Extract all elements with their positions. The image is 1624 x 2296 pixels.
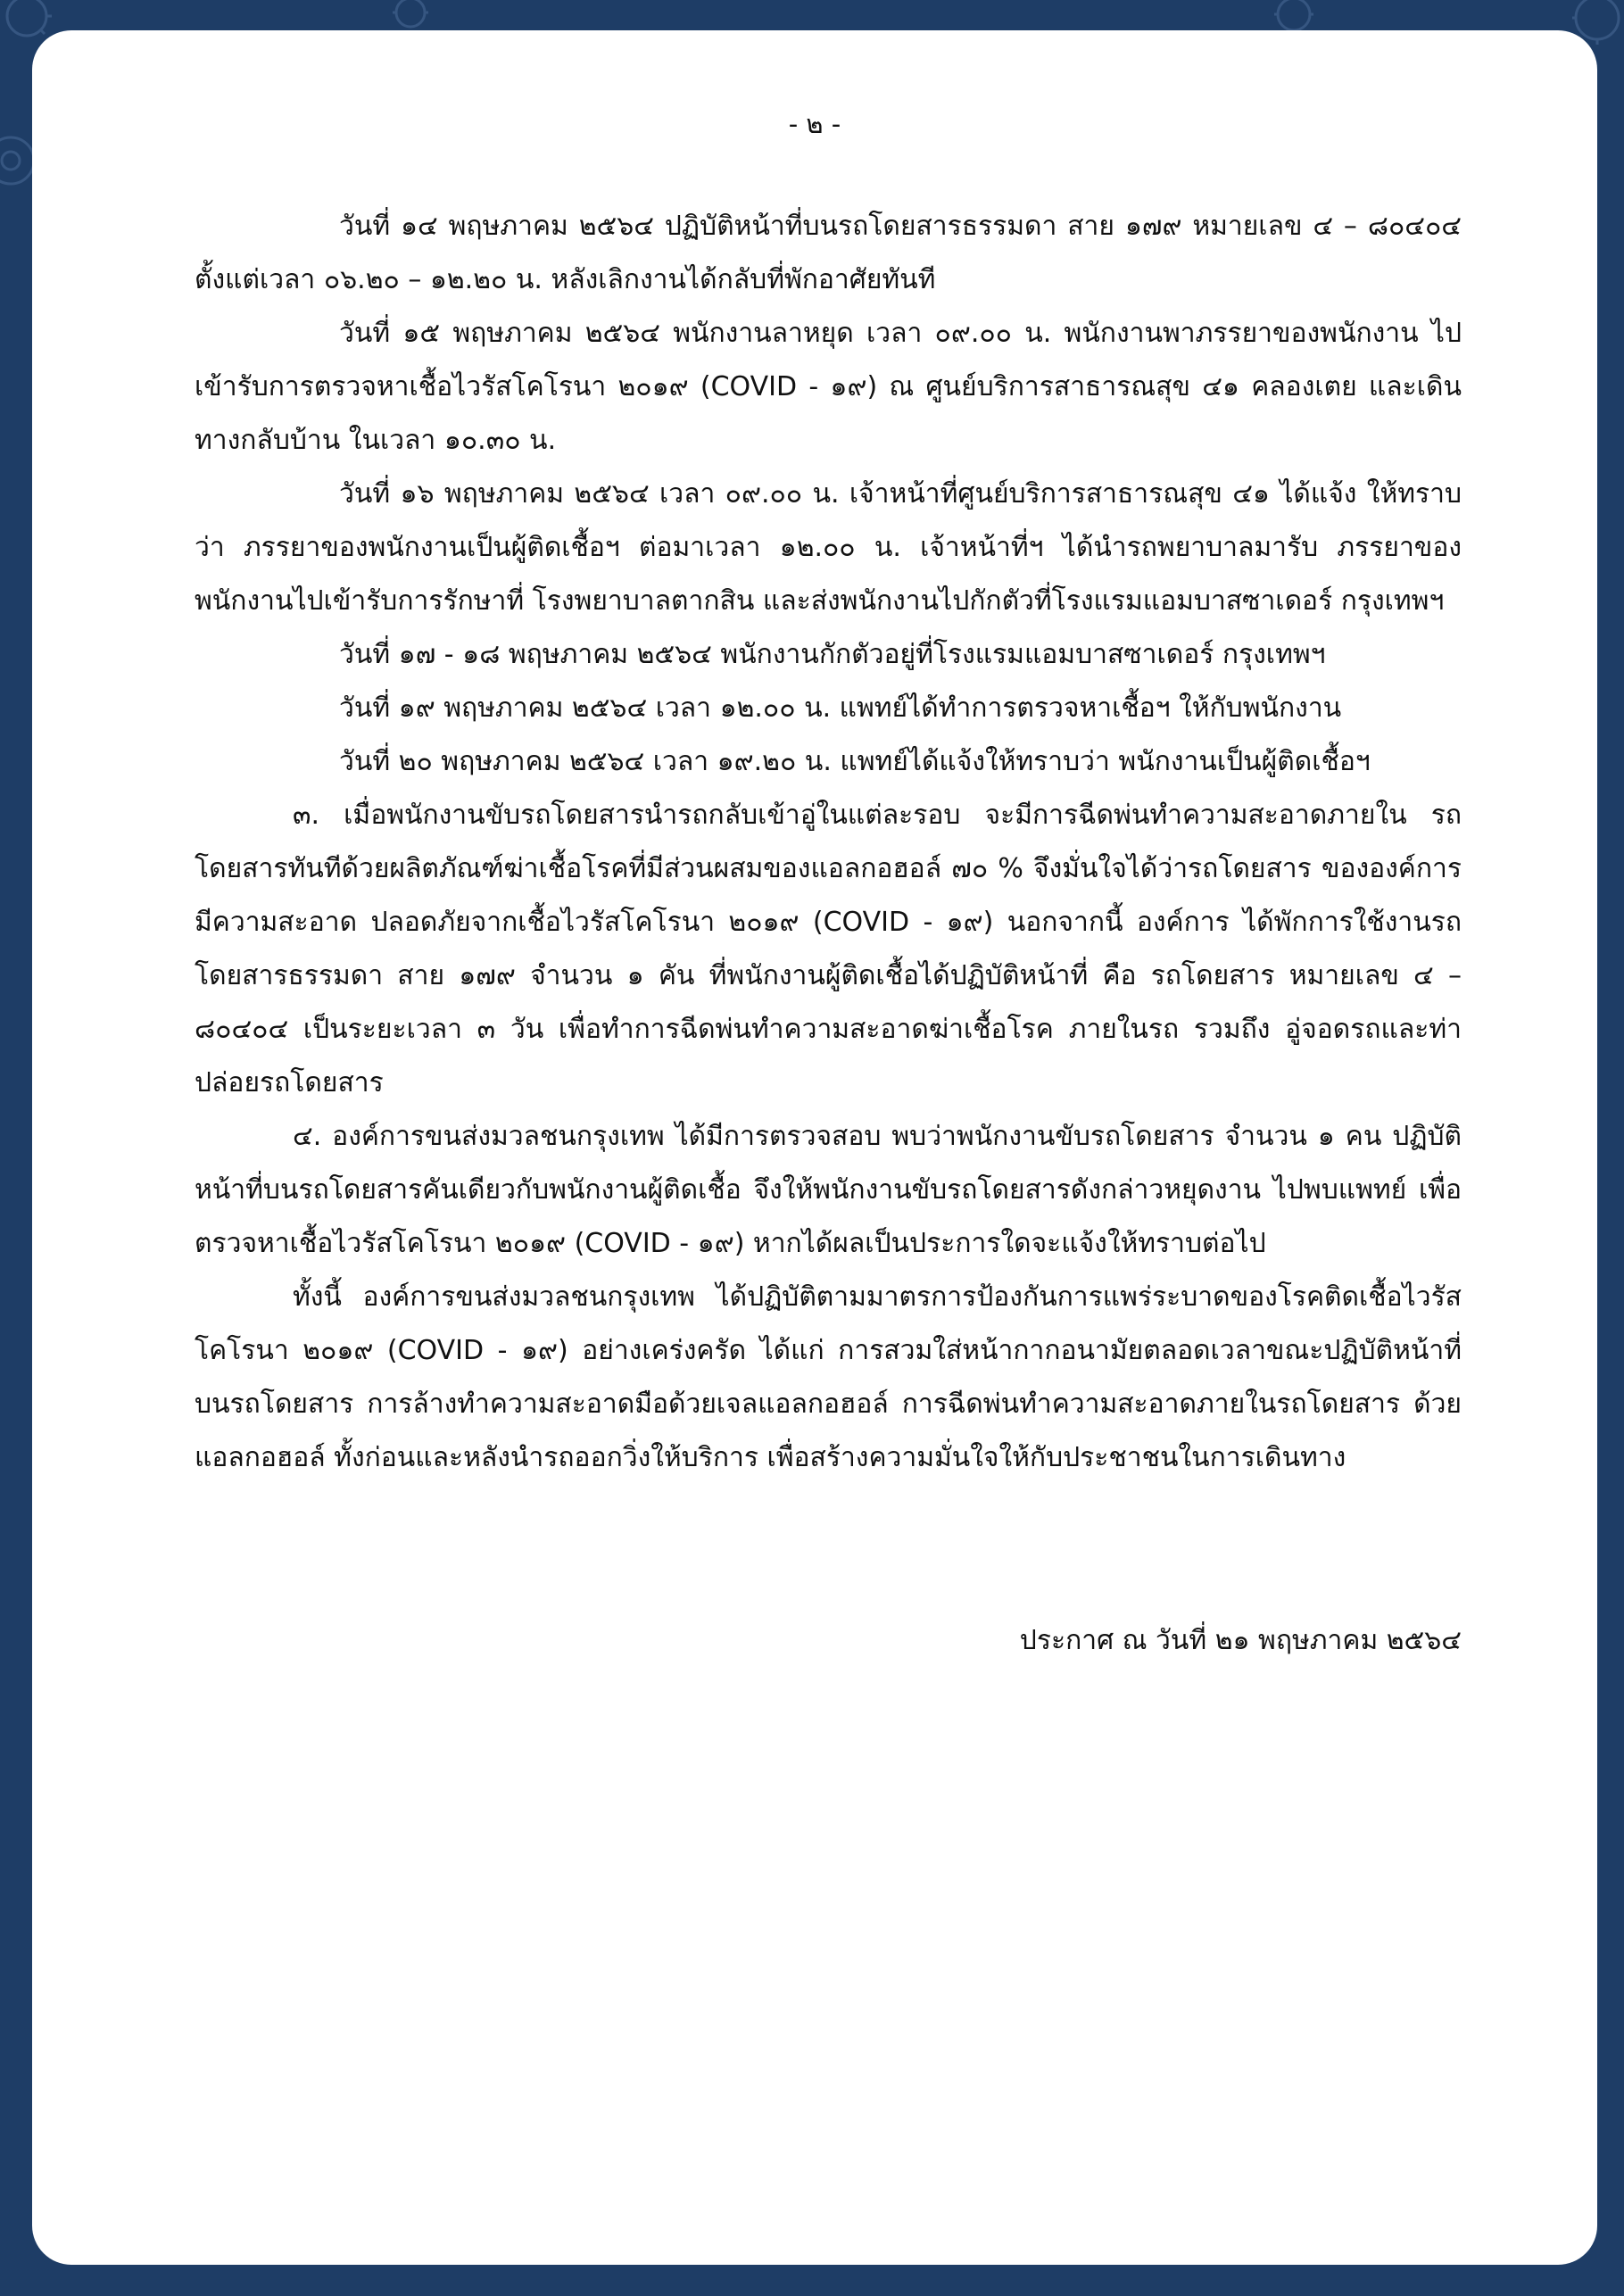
paragraph-may-19: วันที่ ๑๙ พฤษภาคม ๒๕๖๔ เวลา ๑๒.๐๐ น. แพทย์ได้ทำการตรวจหาเชื้อฯ ให้กับพนักงาน	[339, 692, 1342, 724]
virus-pattern-icon	[393, 0, 428, 27]
virus-pattern-icon	[0, 137, 34, 184]
paragraph-may-17-18: วันที่ ๑๗ - ๑๘ พฤษภาคม ๒๕๖๔ พนักงานกักตัวอยู่ที่โรงแรมแอมบาสซาเดอร์ กรุงเทพฯ	[339, 639, 1326, 670]
paragraph-may-20: วันที่ ๒๐ พฤษภาคม ๒๕๖๔ เวลา ๑๙.๒๐ น. แพทย์ได้แจ้งให้ทราบว่า พนักงานเป็นผู้ติดเชื้อฯ	[339, 746, 1371, 777]
paragraph-item-3: ๓. เมื่อพนักงานขับรถโดยสารนำรถกลับเข้าอู่ในแต่ละรอบ จะมีการฉีดพ่นทำความสะอาดภายใน รถโดยสารทันทีด้วยผลิตภัณฑ์ฆ่าเชื้อโรคที่มีส่วนผสมของแอลกอฮอล์ ๗๐ % จึงมั่นใจได้ว่ารถโดยสาร ขององค์การมีความสะอาด ปลอดภัยจากเชื้อไวรัสโคโรนา ๒๐๑๙ (COVID - ๑๙) นอกจากนี้ องค์การ ได้พักการใช้งานรถโดยสารธรรมดา สาย ๑๗๙ จำนวน ๑ คัน ที่พนักงานผู้ติดเชื้อได้ปฏิบัติหน้าที่ คือ รถโดยสาร หมายเลข ๔ – ๘๐๔๐๔ เป็นระยะเวลา ๓ วัน เพื่อทำการฉีดพ่นทำความสะอาดฆ่าเชื้อโรค ภายในรถ รวมถึง อู่จอดรถและท่าปล่อยรถโดยสาร	[195, 800, 1462, 1098]
document-body	[195, 200, 1462, 1485]
paragraph-item-4: ๔. องค์การขนส่งมวลชนกรุงเทพ ได้มีการตรวจสอบ พบว่าพนักงานขับรถโดยสาร จำนวน ๑ คน ปฏิบัติหน้าที่บนรถโดยสารคันเดียวกับพนักงานผู้ติดเชื้อ จึงให้พนักงานขับรถโดยสารดังกล่าวหยุดงาน ไปพบแพทย์ เพื่อตรวจหาเชื้อไวรัสโคโรนา ๒๐๑๙ (COVID - ๑๙) หากได้ผลเป็นประการใดจะแจ้งให้ทราบต่อไป	[195, 1121, 1462, 1259]
announcement-date: ประกาศ ณ วันที่ ๒๑ พฤษภาคม ๒๕๖๔	[1019, 1625, 1462, 1656]
virus-pattern-icon	[1274, 0, 1313, 30]
virus-pattern-icon	[7, 0, 52, 36]
document-page	[32, 30, 1597, 2265]
paragraph-may-14: วันที่ ๑๔ พฤษภาคม ๒๕๖๔ ปฏิบัติหน้าที่บนรถโดยสารธรรมดา สาย ๑๗๙ หมายเลข ๔ – ๘๐๔๐๔ ตั้งแต่เวลา ๐๖.๒๐ – ๑๒.๒๐ น. หลังเลิกงานได้กลับที่พักอาศัยทันที	[195, 211, 1462, 295]
page-number: - ๒ -	[788, 109, 841, 139]
paragraph-may-16: วันที่ ๑๖ พฤษภาคม ๒๕๖๔ เวลา ๐๙.๐๐ น. เจ้าหน้าที่ศูนย์บริการสาธารณสุข ๔๑ ได้แจ้ง ให้ทราบว่า ภรรยาของพนักงานเป็นผู้ติดเชื้อฯ ต่อมาเวลา ๑๒.๐๐ น. เจ้าหน้าที่ฯ ได้นำรถพยาบาลมารับ ภรรยาของพนักงานไปเข้ารับการรักษาที่ โรงพยาบาลตากสิน และส่งพนักงานไปกักตัวที่โรงแรมแอมบาสซาเดอร์ กรุงเทพฯ	[195, 478, 1462, 617]
paragraph-conclusion: ทั้งนี้ องค์การขนส่งมวลชนกรุงเทพ ได้ปฏิบัติตามมาตรการป้องกันการแพร่ระบาดของโรคติดเชื้อไวรัส โคโรนา ๒๐๑๙ (COVID - ๑๙) อย่างเคร่งครัด ได้แก่ การสวมใส่หน้ากากอนามัยตลอดเวลาขณะปฏิบัติหน้าที่ บนรถโดยสาร การล้างทำความสะอาดมือด้วยเจลแอลกอฮอล์ การฉีดพ่นทำความสะอาดภายในรถโดยสาร ด้วยแอลกอฮอล์ ทั้งก่อนและหลังนำรถออกวิ่งให้บริการ เพื่อสร้างความมั่นใจให้กับประชาชนในการเดินทาง	[195, 1281, 1462, 1473]
paragraph-may-15: วันที่ ๑๕ พฤษภาคม ๒๕๖๔ พนักงานลาหยุด เวลา ๐๙.๐๐ น. พนักงานพาภรรยาของพนักงาน ไปเข้ารับการตรวจหาเชื้อไวรัสโคโรนา ๒๐๑๙ (COVID - ๑๙) ณ ศูนย์บริการสาธารณสุข ๔๑ คลองเตย และเดินทางกลับบ้าน ในเวลา ๑๐.๓๐ น.	[195, 318, 1462, 456]
